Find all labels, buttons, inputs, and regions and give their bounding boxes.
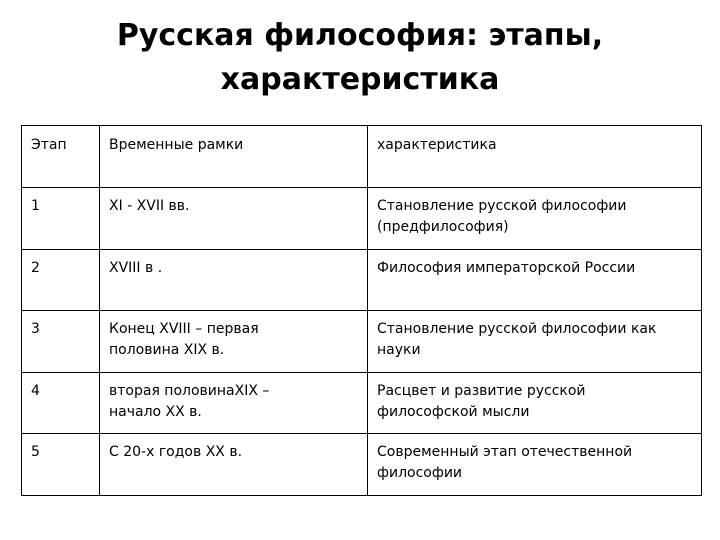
page-title — [0, 14, 720, 102]
characteristic: Философия императорской России — [368, 250, 702, 311]
page-title-line-1: Русская философия: этапы, — [116, 18, 604, 53]
time-frame: Конец XVIII – первая половина XIX в. — [100, 311, 368, 373]
stage-number: 4 — [22, 373, 100, 434]
stage-number: 3 — [22, 311, 100, 373]
characteristic: Становление русской философии (предфилософия) — [368, 188, 702, 250]
characteristic: Современный этап отечественной философии — [368, 434, 702, 496]
table-row — [22, 311, 702, 373]
header-stage: Этап — [22, 126, 100, 188]
table-row — [22, 188, 702, 250]
time-frame: вторая половинаXIX – начало XX в. — [100, 373, 368, 434]
page-title-line-2: характеристика — [220, 62, 500, 97]
stage-number: 1 — [22, 188, 100, 250]
table-row — [22, 373, 702, 434]
stage-number: 5 — [22, 434, 100, 496]
table-row — [22, 434, 702, 496]
header-characteristic: характеристика — [368, 126, 702, 188]
table-row — [22, 250, 702, 311]
characteristic: Становление русской философии как науки — [368, 311, 702, 373]
time-frame: С 20-х годов XX в. — [100, 434, 368, 496]
stage-number: 2 — [22, 250, 100, 311]
characteristic: Расцвет и развитие русской философской мысли — [368, 373, 702, 434]
header-time-frame: Временные рамки — [100, 126, 368, 188]
stages-table — [21, 125, 702, 496]
time-frame: XVIII в . — [100, 250, 368, 311]
table-header-row — [22, 126, 702, 188]
time-frame: XI - XVII вв. — [100, 188, 368, 250]
